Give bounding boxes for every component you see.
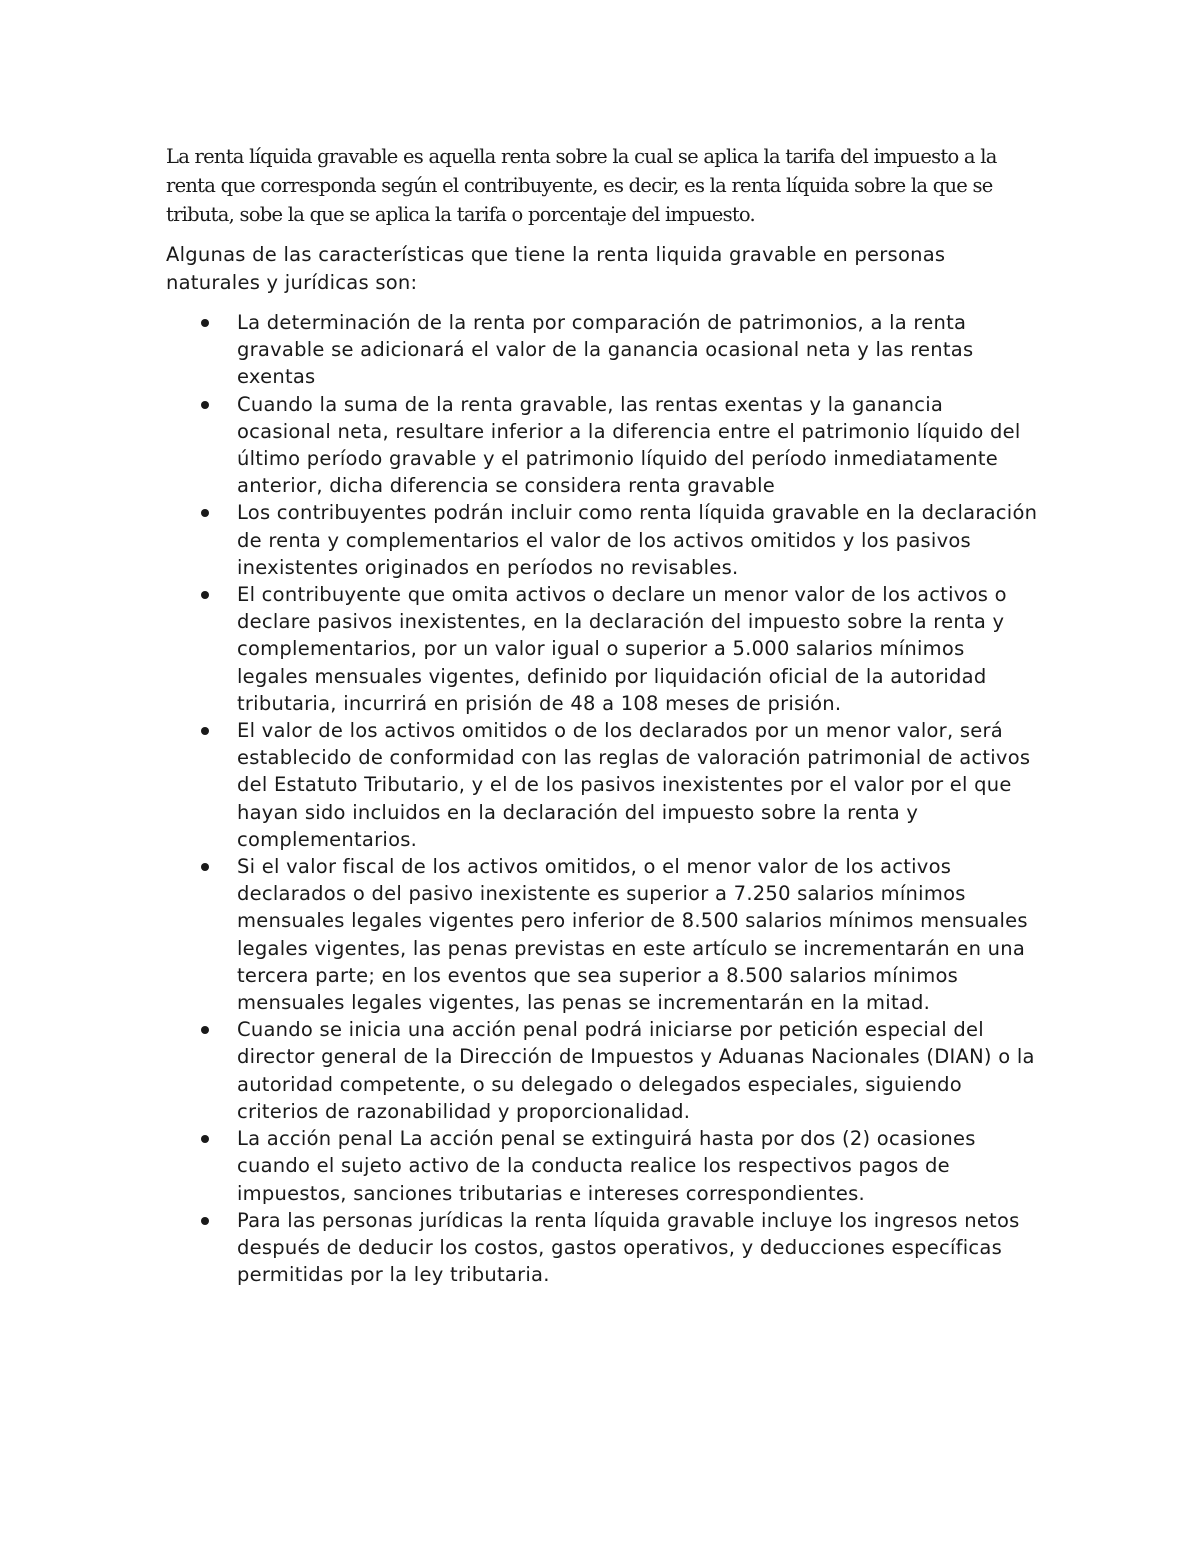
list-item-text: Para las personas jurídicas la renta líquida gravable incluye los ingresos netos después de deducir los costos, gastos operativos, y deducciones específicas permitidas por la ley tributaria. — [237, 1208, 1020, 1287]
list-item-text: La determinación de la renta por comparación de patrimonios, a la renta gravable se adicionará el valor de la ganancia ocasional neta y las rentas exentas — [237, 311, 974, 389]
list-item — [166, 1125, 1038, 1207]
bullet-icon — [201, 1026, 209, 1034]
list-item-text: Cuando la suma de la renta gravable, las rentas exentas y la ganancia ocasional neta, resultare inferior a la diferencia entre el patrimonio líquido del último período gravable y el patrimonio líquido del período inmediatamente anterior, dicha diferencia se considera renta gravable — [237, 392, 1021, 498]
bullet-icon — [201, 1217, 209, 1225]
list-item-text: El contribuyente que omita activos o declare un menor valor de los activos o declare pasivos inexistentes, en la declaración del impuesto sobre la renta y complementarios, por un valor igual o superior a 5.000 salarios mínimos legales mensuales vigentes, definido por liquidación oficial de la autoridad tributaria, incurrirá en prisión de 48 a 108 meses de prisión. — [237, 583, 1007, 715]
list-item-text: La acción penal La acción penal se extinguirá hasta por dos (2) ocasiones cuando el sujeto activo de la conducta realice los respectivos pagos de impuestos, sanciones tributarias e intereses correspondientes. — [237, 1127, 976, 1205]
bullet-icon — [201, 1135, 209, 1143]
list-item — [166, 853, 1038, 1016]
list-item — [166, 717, 1038, 853]
document-body — [166, 142, 1038, 1288]
bullet-icon — [201, 591, 209, 599]
bullet-icon — [201, 401, 209, 409]
list-item — [166, 309, 1038, 391]
bullet-icon — [201, 727, 209, 735]
lead-paragraph: Algunas de las características que tiene la renta liquida gravable en personas naturales y jurídicas son: — [166, 243, 946, 294]
list-item — [166, 391, 1038, 500]
bullet-icon — [201, 509, 209, 517]
list-item-text: Los contribuyentes podrán incluir como renta líquida gravable en la declaración de renta y complementarios el valor de los activos omitidos y los pasivos inexistentes originados en períodos no revisables. — [237, 501, 1038, 579]
list-item — [166, 581, 1038, 717]
intro-paragraph: La renta líquida gravable es aquella renta sobre la cual se aplica la tarifa del impuesto a la renta que corresponda según el contribuyente, es decir, es la renta líquida sobre la que se tributa, sobe la que se aplica la tarifa o porcentaje del impuesto. — [166, 145, 997, 226]
list-item — [166, 1207, 1038, 1289]
bullet-icon — [201, 319, 209, 327]
bullet-icon — [201, 863, 209, 871]
list-item-text: Si el valor fiscal de los activos omitidos, o el menor valor de los activos declarados o del pasivo inexistente es superior a 7.250 salarios mínimos mensuales legales vigentes pero inferior de 8.500 salarios mínimos mensuales legales vigentes, las penas previstas en este artículo se incrementarán en una tercera parte; en los eventos que sea superior a 8.500 salarios mínimos mensuales legales vigentes, las penas se incrementarán en la mitad. — [237, 855, 1028, 1015]
bullet-list — [166, 309, 1038, 1288]
list-item-text: Cuando se inicia una acción penal podrá iniciarse por petición especial del director general de la Dirección de Impuestos y Aduanas Nacionales (DIAN) o la autoridad competente, o su delegado o delegados especiales, siguiendo criterios de razonabilidad y proporcionalidad. — [237, 1018, 1035, 1123]
list-item — [166, 1016, 1038, 1125]
list-item — [166, 499, 1038, 581]
list-item-text: El valor de los activos omitidos o de los declarados por un menor valor, será establecido de conformidad con las reglas de valoración patrimonial de activos del Estatuto Tributario, y el de los pasivos inexistentes por el valor por el que hayan sido incluidos en la declaración del impuesto sobre la renta y complementarios. — [237, 719, 1031, 851]
